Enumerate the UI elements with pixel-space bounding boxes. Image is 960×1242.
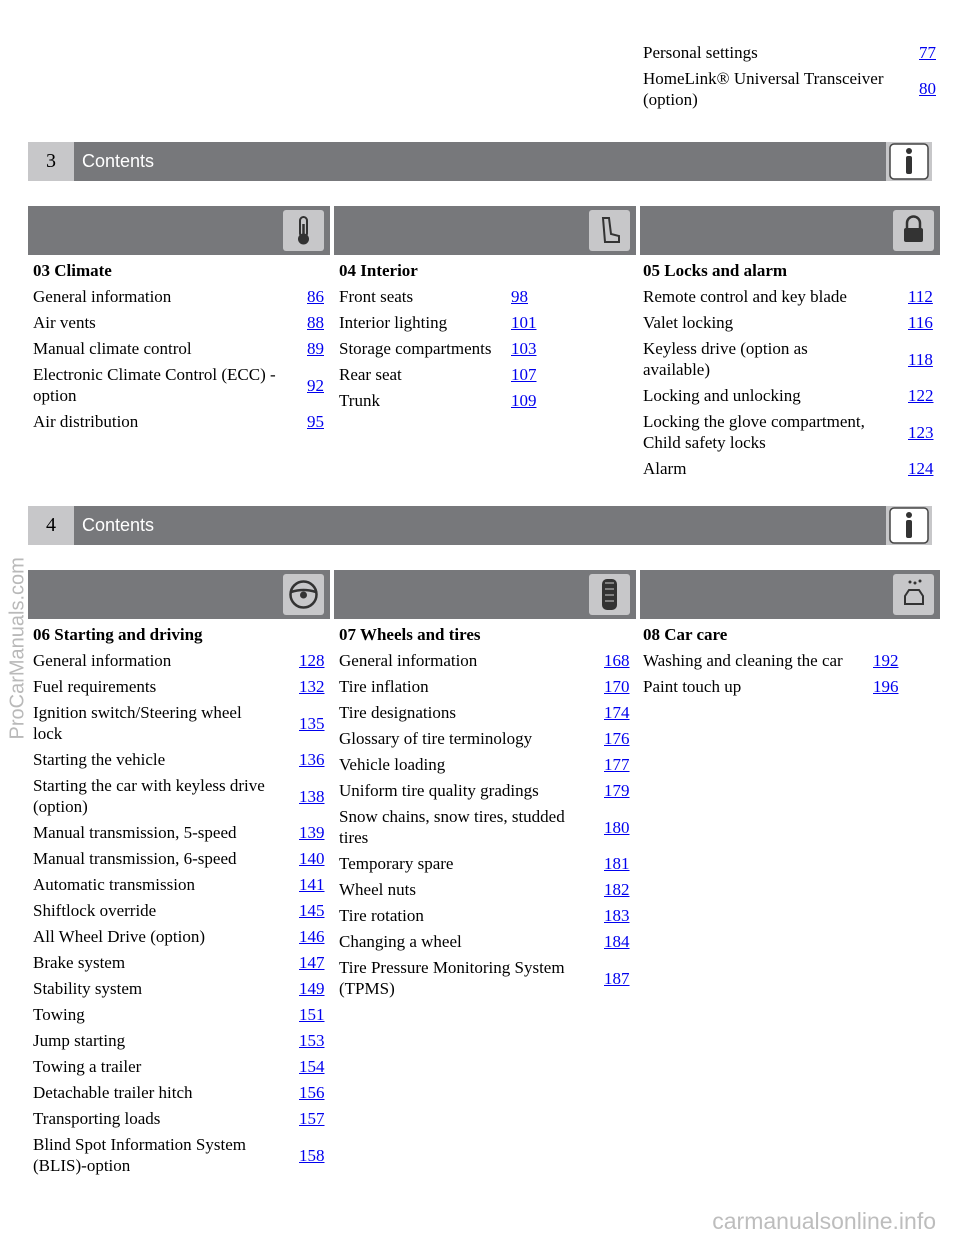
page-link[interactable]: 157 [299,1109,325,1128]
toc-entry-text: Keyless drive (option as available) [643,339,808,379]
page-link[interactable]: 146 [299,927,325,946]
toc-entry [339,780,632,806]
page-link[interactable]: 183 [604,906,630,925]
toc-entry [33,1030,326,1056]
page-link[interactable]: 154 [299,1057,325,1076]
toc-entry-text: Locking the glove compartment, Child safety locks [643,412,865,452]
page-link[interactable]: 147 [299,953,325,972]
page-link[interactable]: 136 [299,750,325,769]
toc-entry [339,957,632,1004]
page-link[interactable]: 118 [908,350,933,369]
toc-entry [33,822,326,848]
toc-entry-text: Glossary of tire terminology [339,729,533,748]
page-link[interactable]: 149 [299,979,325,998]
page-link[interactable]: 196 [873,677,899,696]
tire-icon [589,574,630,615]
toc-entry [33,676,326,702]
toc-entry-text: Tire Pressure Monitoring System (TPMS) [339,958,565,998]
toc-entry-text: General information [339,651,478,670]
page-link[interactable]: 153 [299,1031,325,1050]
toc-entry-text: Shiftlock override [33,901,157,920]
page-link[interactable]: 88 [307,313,324,332]
category-bar-wheels [334,570,636,619]
toc-entry-text: Manual transmission, 5-speed [33,823,237,842]
toc-entry [339,879,632,905]
section-number: 3 [28,142,74,181]
toc-entry-text: Blind Spot Information System (BLIS)-option [33,1135,246,1175]
toc-entry-text: Detachable trailer hitch [33,1083,193,1102]
section-heading-climate: 03 Climate [33,261,112,280]
toc-entry [643,312,939,338]
toc-entry [33,978,326,1004]
toc-entry-text: Electronic Climate Control (ECC) - option [33,365,276,405]
toc-entry [339,702,632,728]
page-link[interactable]: 123 [908,423,934,442]
page-link[interactable]: 89 [307,339,324,358]
page-link[interactable]: 80 [919,79,936,98]
page-link[interactable]: 86 [307,287,324,306]
page-link[interactable]: 140 [299,849,325,868]
toc-entry [33,775,326,822]
section-banner-4 [28,506,932,545]
toc-entry-text: Interior lighting [339,313,448,332]
toc-entry-text: Temporary spare [339,854,454,873]
car-wash-icon [893,574,934,615]
side-watermark: ProCarManuals.com [6,557,29,740]
toc-entry [33,1082,326,1108]
page-link[interactable]: 192 [873,651,899,670]
section-heading-interior: 04 Interior [339,261,418,280]
toc-entry [643,286,939,312]
toc-entry-text: Tire inflation [339,677,429,696]
toc-entry-text: Towing [33,1005,85,1024]
toc-entry-text: Paint touch up [643,677,742,696]
toc-entry [33,1108,326,1134]
toc-entry [339,676,632,702]
page-link[interactable]: 107 [511,365,537,384]
toc-entry [33,749,326,775]
info-icon [886,506,932,545]
page-link[interactable]: 177 [604,755,630,774]
info-icon [886,142,932,181]
page-link[interactable]: 145 [299,901,325,920]
toc-entry-text: Transporting loads [33,1109,161,1128]
toc-entry [339,806,632,853]
footer-watermark: carmanualsonline.info [712,1208,936,1234]
toc-entry-text: Changing a wheel [339,932,462,951]
toc-entry-text: Jump starting [33,1031,126,1050]
page-link[interactable]: 168 [604,651,630,670]
toc-entry-text: Air vents [33,313,96,332]
toc-entry [33,650,326,676]
toc-entry-text: Manual climate control [33,339,192,358]
page-link[interactable]: 124 [908,459,934,478]
page-link[interactable]: 179 [604,781,630,800]
toc-entry-personal-settings [643,42,939,64]
toc-entry [33,848,326,874]
section-heading-wheels: 07 Wheels and tires [339,625,481,644]
toc-entry [339,338,539,364]
toc-entry [339,905,632,931]
section-heading-carcare: 08 Car care [643,625,728,644]
page-link[interactable]: 101 [511,313,537,332]
toc-entry [33,286,326,312]
page-link[interactable]: 92 [307,376,324,395]
page-link[interactable]: 116 [908,313,933,332]
toc-entry [643,458,939,484]
toc-entry-text: Locking and unlocking [643,386,801,405]
toc-entry [33,338,326,364]
toc-entry-text: General information [33,651,172,670]
page-link[interactable]: 170 [604,677,630,696]
toc-entry [339,754,632,780]
page-link[interactable]: 181 [604,854,630,873]
toc-entry [643,338,939,385]
toc-entry-homelink [643,68,939,112]
toc-entry-text: Ignition switch/Steering wheel lock [33,703,242,743]
toc-entry [643,676,903,702]
page-link[interactable]: 132 [299,677,325,696]
section-title: Contents [74,506,886,545]
toc-entry-text: Towing a trailer [33,1057,142,1076]
toc-entry-text: Wheel nuts [339,880,416,899]
toc-entry-text: Brake system [33,953,126,972]
toc-entry [33,312,326,338]
category-bar-locks [640,206,940,255]
toc-entry-text: Alarm [643,459,687,478]
section-heading-locks: 05 Locks and alarm [643,261,788,280]
toc-entry [339,728,632,754]
toc-entry-text: Uniform tire quality gradings [339,781,539,800]
toc-entry-text: All Wheel Drive (option) [33,927,206,946]
page-link[interactable]: 112 [908,287,933,306]
category-bar-driving [28,570,330,619]
toc-entry-text: Remote control and key blade [643,287,847,306]
section-title: Contents [74,142,886,181]
toc-entry [339,364,539,390]
category-bar-carcare [640,570,940,619]
page-link[interactable]: 95 [307,412,324,431]
page-link[interactable]: 122 [908,386,934,405]
toc-entry-text: Front seats [339,287,414,306]
toc-entry-text: Stability system [33,979,143,998]
toc-entry-text: Vehicle loading [339,755,446,774]
toc-entry-text: Trunk [339,391,380,410]
toc-entry-text: Starting the car with keyless drive (option) [33,776,265,816]
seat-icon [589,210,630,251]
page-link[interactable]: 139 [299,823,325,842]
page-link[interactable]: 151 [299,1005,325,1024]
toc-entry [643,650,903,676]
page-link[interactable]: 156 [299,1083,325,1102]
page-link[interactable]: 182 [604,880,630,899]
toc-entry-text: Fuel requirements [33,677,157,696]
section-heading-driving: 06 Starting and driving [33,625,203,644]
toc-entry-text: Automatic transmission [33,875,195,894]
page-link[interactable]: 174 [604,703,630,722]
category-bar-climate [28,206,330,255]
toc-entry [33,874,326,900]
toc-entry-text: General information [33,287,172,306]
toc-entry [339,390,539,416]
toc-entry-text: HomeLink® Universal Transceiver (option) [643,69,884,109]
toc-entry [33,1134,326,1181]
toc-entry [339,312,539,338]
page-link[interactable]: 77 [919,43,936,62]
toc-entry [33,702,326,749]
lock-icon [893,210,934,251]
toc-entry [33,411,326,437]
toc-entry-text: Washing and cleaning the car [643,651,843,670]
toc-entry-text: Personal settings [643,43,758,62]
toc-entry-text: Snow chains, snow tires, studded tires [339,807,565,847]
toc-entry-text: Storage compartments [339,339,492,358]
page-link[interactable]: 187 [604,969,630,988]
page-link[interactable]: 184 [604,932,630,951]
page-link[interactable]: 135 [299,714,325,733]
toc-entry-text: Starting the vehicle [33,750,166,769]
toc-entry-text: Valet locking [643,313,734,332]
page-link[interactable]: 180 [604,818,630,837]
section-banner-3 [28,142,932,181]
page-link[interactable]: 141 [299,875,325,894]
toc-entry-text: Tire rotation [339,906,424,925]
page-link[interactable]: 98 [511,287,528,306]
page-link[interactable]: 158 [299,1146,325,1165]
toc-entry [339,853,632,879]
page-link[interactable]: 176 [604,729,630,748]
page-link[interactable]: 109 [511,391,537,410]
page-link[interactable]: 128 [299,651,325,670]
toc-entry [339,650,632,676]
toc-entry [33,1056,326,1082]
section-number: 4 [28,506,74,545]
steering-wheel-icon [283,574,324,615]
toc-entry-text: Tire designations [339,703,456,722]
category-bar-interior [334,206,636,255]
toc-entry-text: Manual transmission, 6-speed [33,849,237,868]
toc-entry [33,926,326,952]
toc-entry [643,385,939,411]
toc-entry [339,286,539,312]
toc-entry [33,900,326,926]
page-link[interactable]: 138 [299,787,325,806]
toc-entry [33,364,326,411]
toc-entry [33,1004,326,1030]
toc-entry [339,931,632,957]
thermometer-icon [283,210,324,251]
toc-entry [33,952,326,978]
toc-entry [643,411,939,458]
toc-entry-text: Rear seat [339,365,402,384]
toc-entry-text: Air distribution [33,412,139,431]
page-link[interactable]: 103 [511,339,537,358]
